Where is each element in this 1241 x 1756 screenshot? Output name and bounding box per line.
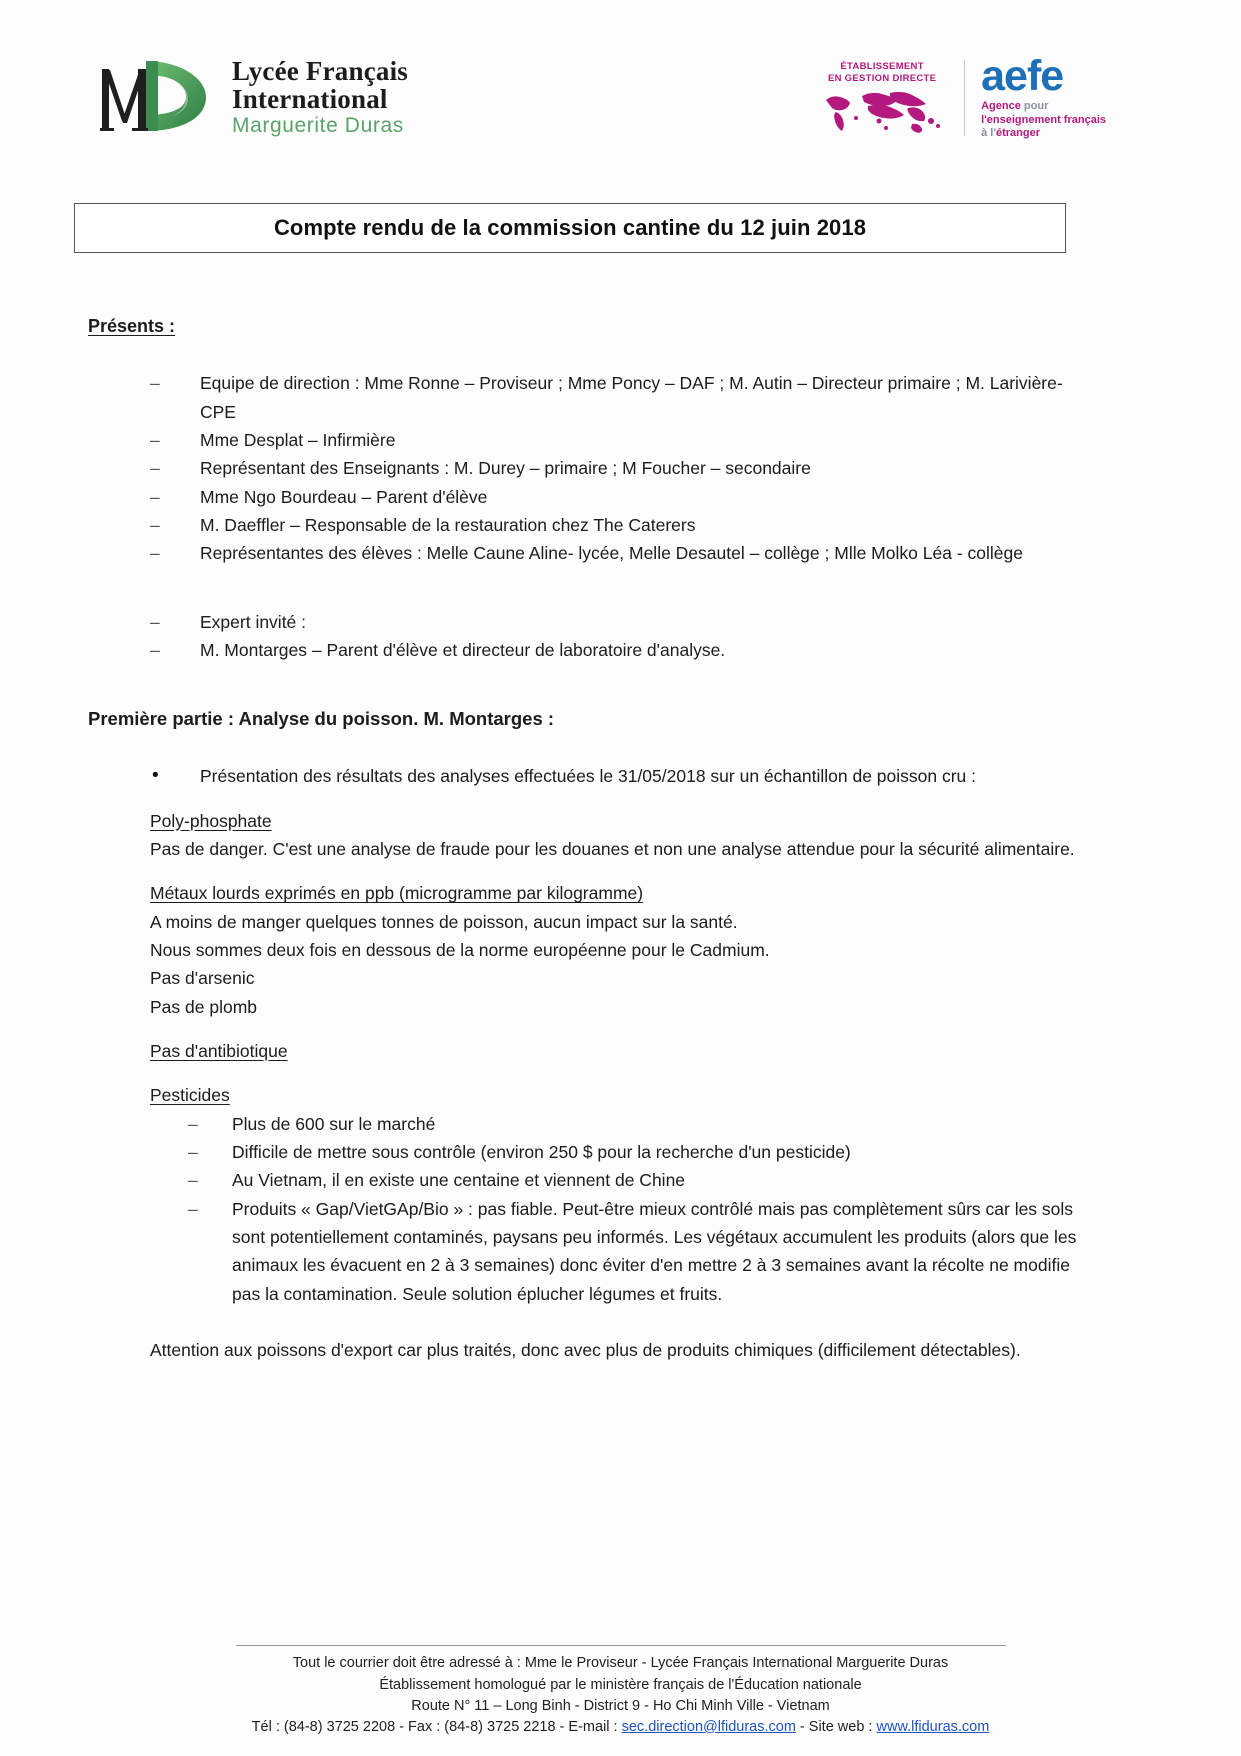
polyphosphate-body: Pas de danger. C'est une analyse de fraude pour les douanes et non une analyse attendue pour la sécurité alimentaire. — [150, 838, 1075, 859]
aefe-tag-pour: pour — [1023, 99, 1049, 112]
metaux-line: Nous sommes deux fois en dessous de la norme européenne pour le Cadmium. — [150, 939, 770, 960]
footer-line-3: Route N° 11 – Long Binh - District 9 - Ho Chi Minh Ville - Vietnam — [411, 1697, 830, 1714]
pesticides-list — [88, 1110, 1088, 1308]
metaux-line: A moins de manger quelques tonnes de poisson, aucun impact sur la santé. — [150, 911, 738, 932]
footer-website-label: - Site web : — [795, 1718, 877, 1735]
presents-heading: Présents : — [88, 316, 176, 336]
footer-line-1: Tout le courrier doit être adressé à : Mme le Proviseur - Lycée Français International Marguerite Duras — [292, 1655, 949, 1672]
antibiotique-heading: Pas d'antibiotique — [150, 1040, 288, 1061]
list-item: – Mme Ngo Bourdeau – Parent d'élève — [150, 483, 1088, 511]
lfi-line-2: International — [232, 83, 388, 114]
list-item: – Représentant des Enseignants : M. Durey – primaire ; M Foucher – secondaire — [150, 454, 1088, 482]
aefe-word: aefe — [981, 52, 1064, 100]
aefe-wordmark — [981, 54, 1106, 141]
document-footer — [0, 1645, 1241, 1738]
footer-email-link[interactable]: sec.direction@lfiduras.com — [621, 1718, 796, 1735]
footer-line-2: Établissement homologué par le ministère français de l'Éducation nationale — [379, 1676, 862, 1693]
page-title: Compte rendu de la commission cantine du 12 juin 2018 — [273, 215, 867, 240]
footer-divider — [236, 1645, 1006, 1646]
list-item: – Equipe de direction : Mme Ronne – Proviseur ; Mme Poncy – DAF ; M. Autin – Directeur primaire ; M. Larivière- CPE — [150, 369, 1088, 426]
lfi-logo — [100, 56, 408, 136]
lfi-wordmark — [232, 56, 408, 136]
world-map-icon — [816, 88, 948, 134]
lfi-line-3: Marguerite Duras — [232, 114, 404, 138]
etablissement-gestion-directe-badge — [816, 61, 948, 135]
polyphosphate-heading: Poly-phosphate — [150, 810, 272, 831]
list-item: – Expert invité : — [150, 608, 1088, 636]
list-item: – Plus de 600 sur le marché — [188, 1110, 1088, 1138]
lfi-line-1: Lycée Français — [232, 56, 409, 86]
metaux-line: Pas de plomb — [150, 996, 258, 1017]
expert-list — [88, 608, 1088, 665]
presents-list — [88, 369, 1088, 567]
document-header — [0, 48, 1241, 168]
list-item: – Produits « Gap/VietGAp/Bio » : pas fiable. Peut-être mieux contrôlé mais pas complètement sûrs car les sols sont potentiellement contaminés, paysans peu informés. Les végétaux accumulent les produits (alors que les animaux les évacuent en 2 à 3 semaines) donc éviter d'en mettre 2 à 3 semaines avant la récolte ne modifie pas la contamination. Seule solution éplucher légumes et fruits. — [188, 1195, 1088, 1308]
list-item: – Au Vietnam, il en existe une centaine et viennent de Chine — [188, 1166, 1088, 1194]
aefe-tag-agence: Agence — [981, 99, 1021, 112]
document-body — [88, 312, 1088, 1364]
metaux-lourds-heading: Métaux lourds exprimés en ppb (microgramme par kilogramme) — [150, 883, 644, 904]
partie1-heading: Première partie : Analyse du poisson. M. Montarges : — [88, 708, 555, 730]
pesticides-heading: Pesticides — [150, 1085, 230, 1106]
aefe-divider — [964, 60, 965, 136]
aefe-tag-etranger: étranger — [995, 127, 1040, 140]
list-item: • Présentation des résultats des analyses effectuées le 31/05/2018 sur un échantillon de poisson cru : — [150, 762, 1088, 790]
footer-website-link[interactable]: www.lfiduras.com — [876, 1718, 990, 1735]
list-item: – M. Montarges – Parent d'élève et directeur de laboratoire d'analyse. — [150, 636, 1088, 664]
document-title-box — [74, 203, 1066, 253]
egd-line-1: ÉTABLISSEMENT — [840, 60, 924, 72]
metaux-line: Pas d'arsenic — [150, 968, 255, 989]
egd-line-2: EN GESTION DIRECTE — [827, 72, 937, 84]
partie1-bullets — [88, 762, 1088, 790]
aefe-tag-enseignement: l'enseignement français — [981, 113, 1106, 126]
aefe-tag-a-l: à l' — [981, 127, 996, 140]
aefe-logo — [816, 54, 1106, 141]
attention-paragraph: Attention aux poissons d'export car plus traités, donc avec plus de produits chimiques (difficilement détectables). — [150, 1340, 1021, 1361]
list-item: – Difficile de mettre sous contrôle (environ 250 $ pour la recherche d'un pesticide) — [188, 1138, 1088, 1166]
list-item: – Mme Desplat – Infirmière — [150, 426, 1088, 454]
aefe-tagline — [981, 100, 1106, 141]
footer-line-4 — [0, 1717, 1241, 1738]
list-item: – M. Daeffler – Responsable de la restauration chez The Caterers — [150, 511, 1088, 539]
footer-phone-fax-label: Tél : (84-8) 3725 2208 - Fax : (84-8) 3725 2218 - E-mail : — [251, 1718, 622, 1735]
list-item: – Représentantes des élèves : Melle Caune Aline- lycée, Melle Desautel – collège ; Mlle Molko Léa - collège — [150, 539, 1088, 567]
lfi-monogram-icon — [100, 57, 218, 135]
